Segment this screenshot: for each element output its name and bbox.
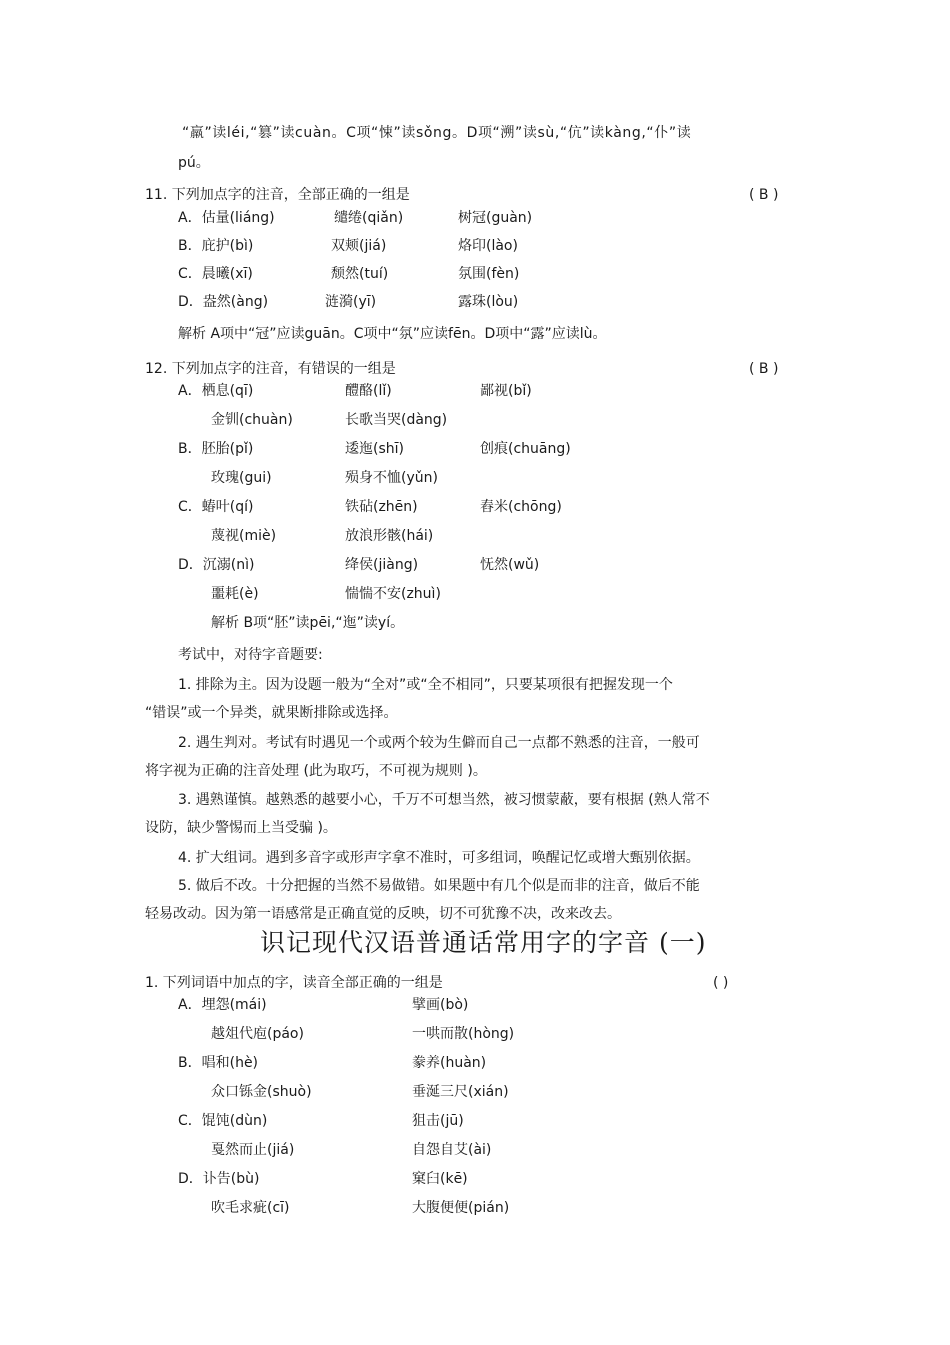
q1-answer: ( ) xyxy=(713,975,729,991)
q11-stem: 11. 下列加点字的注音，全部正确的一组是 xyxy=(145,187,410,203)
q12-option-a-5: 长歌当哭(dàng) xyxy=(345,412,448,428)
tip-5-line-2: 轻易改动。因为第一语感常是正确直觉的反映，切不可犹豫不决，改来改去。 xyxy=(145,906,621,922)
q11-option-a-2: 缱绻(qiǎn) xyxy=(334,210,404,226)
q12-option-c-2: 铁砧(zhēn) xyxy=(345,499,418,515)
q1-option-a-3: 越俎代庖(páo) xyxy=(211,1026,304,1042)
q11-option-b-1: B．庇护(bì) xyxy=(178,238,254,254)
tip-2-line-1: 2. 遇生判对。考试有时遇见一个或两个较为生僻而自己一点都不熟悉的注音，一般可 xyxy=(178,735,700,751)
q12-option-d-2: 绛侯(jiàng) xyxy=(345,557,419,573)
q12-option-d-5: 惴惴不安(zhuì) xyxy=(345,586,441,602)
q11-option-b-3: 烙印(lào) xyxy=(458,238,518,254)
q11-option-d-3: 露珠(lòu) xyxy=(458,294,519,310)
section-title: 识记现代汉语普通话常用字的字音 (一) xyxy=(260,928,707,957)
q1-option-a-1: A．埋怨(mái) xyxy=(178,997,267,1013)
q11-answer: ( B ) xyxy=(749,187,779,203)
q1-option-b-3: 众口铄金(shuò) xyxy=(211,1084,312,1100)
q1-option-c-3: 戛然而止(jiá) xyxy=(211,1142,295,1158)
tip-1-line-2: “错误”或一个异类，就果断排除或选择。 xyxy=(145,705,398,721)
q11-analysis: 解析 A项中“冠”应读guān。C项中“氛”应读fēn。D项中“露”应读lù。 xyxy=(178,326,607,342)
q1-option-a-4: 一哄而散(hòng) xyxy=(412,1026,515,1042)
q1-option-b-2: 豢养(huàn) xyxy=(412,1055,487,1071)
q12-option-b-4: 玫瑰(gui) xyxy=(211,470,272,486)
q12-option-a-1: A．栖息(qī) xyxy=(178,383,254,399)
q12-option-b-5: 殒身不恤(yǔn) xyxy=(345,470,438,486)
q12-option-a-3: 鄙视(bǐ) xyxy=(480,383,532,399)
q1-option-d-1: D．讣告(bù) xyxy=(178,1171,260,1187)
q12-option-b-3: 创痕(chuāng) xyxy=(480,441,571,457)
tip-3-line-1: 3. 遇熟谨慎。越熟悉的越要小心，千万不可想当然，被习惯蒙蔽，要有根据 (熟人常不 xyxy=(178,792,710,808)
q12-option-d-1: D．沉溺(nì) xyxy=(178,557,255,573)
tips-intro: 考试中，对待字音题要: xyxy=(178,647,323,663)
q1-option-c-1: C．馄饨(dùn) xyxy=(178,1113,268,1129)
tip-5-line-1: 5. 做后不改。十分把握的当然不易做错。如果题中有几个似是而非的注音，做后不能 xyxy=(178,878,700,894)
q12-option-a-2: 醴酪(lǐ) xyxy=(345,383,392,399)
q12-stem: 12. 下列加点字的注音，有错误的一组是 xyxy=(145,361,396,377)
q1-option-b-4: 垂涎三尺(xián) xyxy=(412,1084,509,1100)
q11-option-c-3: 氛围(fèn) xyxy=(458,266,520,282)
q11-option-c-1: C．晨曦(xī) xyxy=(178,266,253,282)
q1-option-a-2: 擘画(bò) xyxy=(412,997,469,1013)
q11-option-a-1: A．估量(liáng) xyxy=(178,210,275,226)
q1-option-b-1: B．唱和(hè) xyxy=(178,1055,259,1071)
q1-option-c-4: 自怨自艾(ài) xyxy=(412,1142,492,1158)
tip-1-line-1: 1. 排除为主。因为设题一般为“全对”或“全不相同”，只要某项很有把握发现一个 xyxy=(178,677,673,693)
q12-analysis: 解析 B项“胚”读pēi,“迤”读yí。 xyxy=(211,615,405,631)
q12-option-b-1: B．胚胎(pǐ) xyxy=(178,441,254,457)
q1-option-d-2: 窠臼(kē) xyxy=(412,1171,468,1187)
intro-line-1: “羸”读léi,“篡”读cuàn。C项“悚”读sǒng。D项“溯”读sù,“伉”读kàng,“仆”读 xyxy=(182,125,692,141)
intro-line-2: pú。 xyxy=(178,155,210,171)
tip-2-line-2: 将字视为正确的注音处理 (此为取巧，不可视为规则 )。 xyxy=(145,763,487,779)
q12-option-a-4: 金钏(chuàn) xyxy=(211,412,293,428)
q11-option-c-2: 颓然(tuí) xyxy=(331,266,389,282)
q12-answer: ( B ) xyxy=(749,361,779,377)
q1-option-d-3: 吹毛求疵(cī) xyxy=(211,1200,290,1216)
q11-option-a-3: 树冠(guàn) xyxy=(458,210,533,226)
q1-option-c-2: 狙击(jū) xyxy=(412,1113,464,1129)
tip-4: 4. 扩大组词。遇到多音字或形声字拿不准时，可多组词，唤醒记忆或增大甄别依据。 xyxy=(178,850,700,866)
q12-option-c-4: 蔑视(miè) xyxy=(211,528,277,544)
q12-option-c-5: 放浪形骸(hái) xyxy=(345,528,434,544)
q12-option-c-1: C．蝽叶(qí) xyxy=(178,499,254,515)
q1-stem: 1. 下列词语中加点的字，读音全部正确的一组是 xyxy=(145,975,443,991)
q11-option-b-2: 双颊(jiá) xyxy=(331,238,387,254)
q12-option-c-3: 舂米(chōng) xyxy=(480,499,562,515)
q12-option-b-2: 逶迤(shī) xyxy=(345,441,404,457)
q12-option-d-4: 噩耗(è) xyxy=(211,586,259,602)
q11-option-d-2: 涟漪(yī) xyxy=(325,294,377,310)
q12-option-d-3: 怃然(wǔ) xyxy=(480,557,540,573)
q1-option-d-4: 大腹便便(pián) xyxy=(412,1200,510,1216)
q11-option-d-1: D．盎然(àng) xyxy=(178,294,269,310)
tip-3-line-2: 设防，缺少警惕而上当受骗 )。 xyxy=(145,820,337,836)
